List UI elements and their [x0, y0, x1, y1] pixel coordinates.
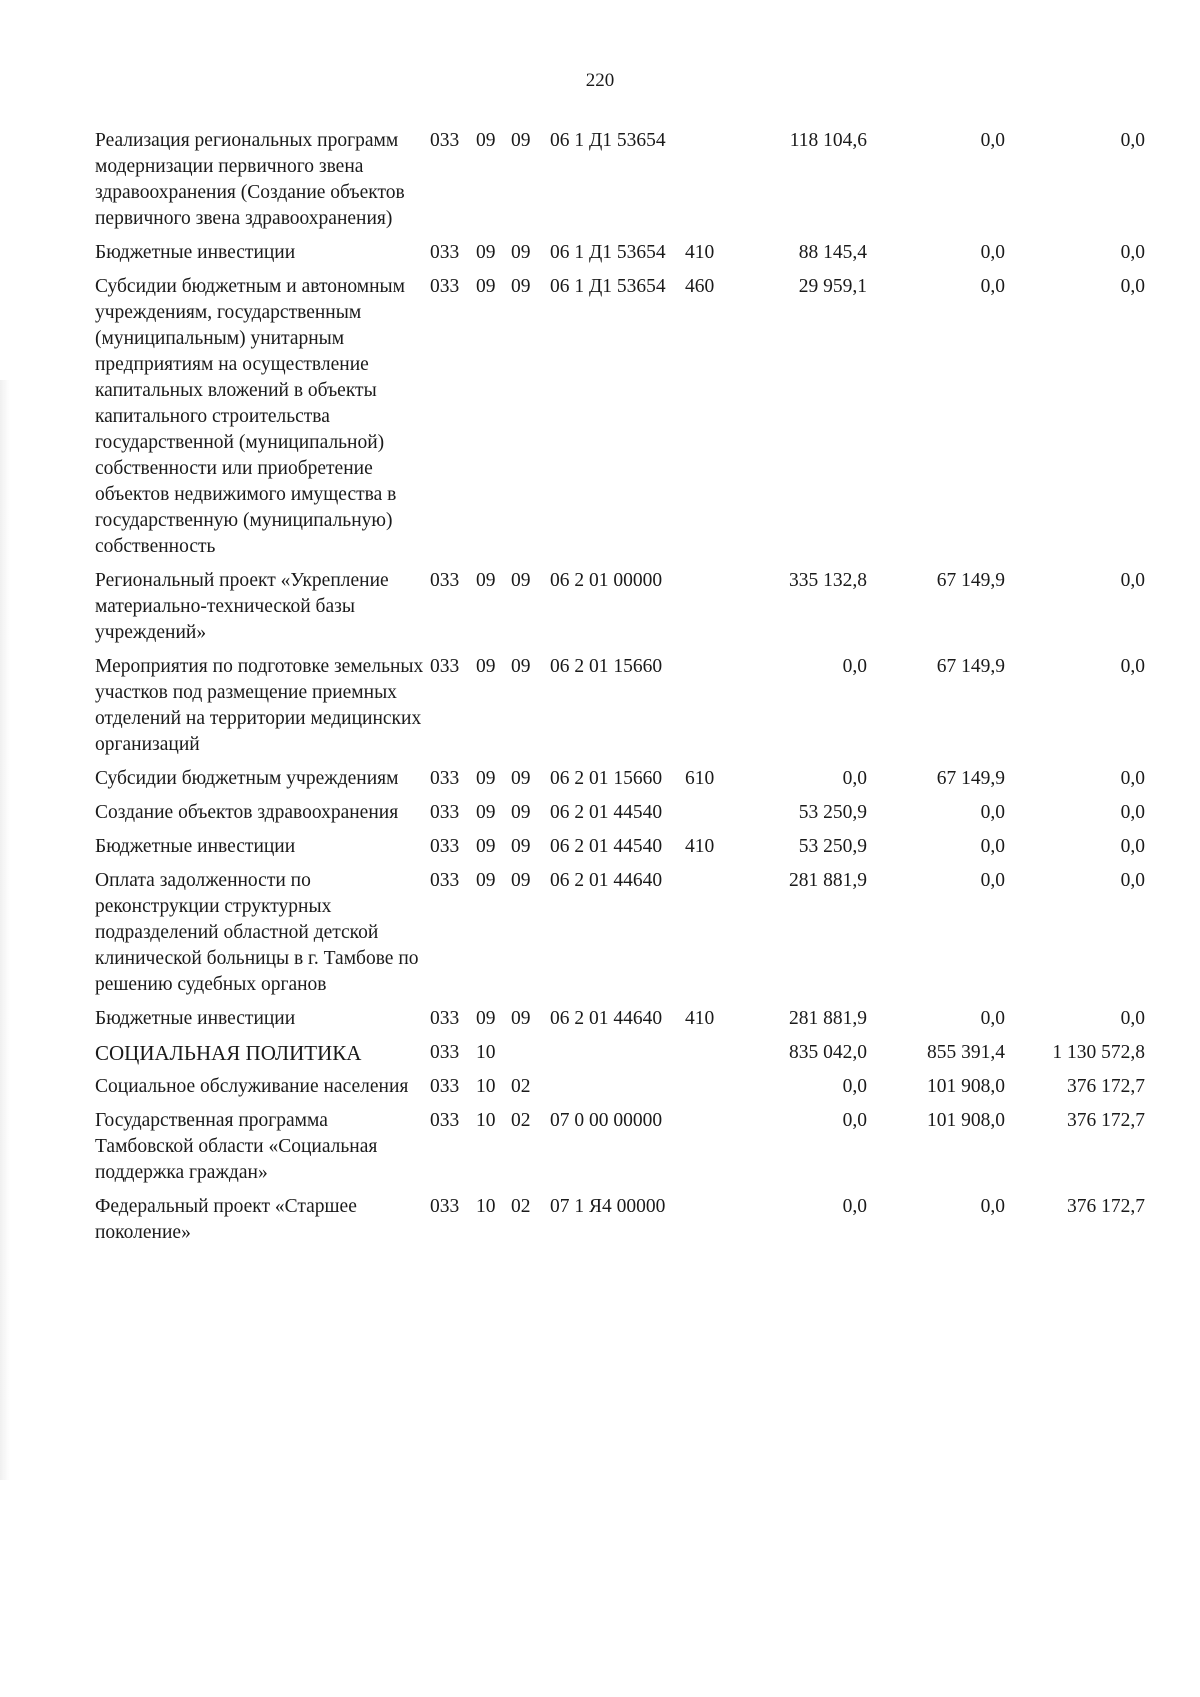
- row-amount-year1: 0,0: [842, 768, 867, 789]
- table-row: [95, 128, 1145, 240]
- row-section-code: 09: [476, 768, 496, 789]
- table-row: [95, 800, 1145, 834]
- row-subsection-code: [511, 1040, 550, 1074]
- table-row: [95, 766, 1145, 800]
- row-ved-code: 033: [430, 1008, 460, 1029]
- row-amount-year3: 0,0: [1120, 242, 1145, 263]
- row-amount-year2: 0,0: [980, 242, 1005, 263]
- row-ved-code: 033: [430, 1076, 460, 1097]
- row-expense-type-code: [685, 1040, 727, 1074]
- row-name: Бюджетные инвестиции: [95, 836, 296, 857]
- row-ved-code: 033: [430, 802, 460, 823]
- row-subsection-code: 09: [511, 836, 531, 857]
- row-amount-year2: 0,0: [980, 1196, 1005, 1217]
- row-name: Бюджетные инвестиции: [95, 1008, 296, 1029]
- table-row: [95, 654, 1145, 766]
- row-amount-year2: 67 149,9: [936, 570, 1005, 591]
- row-amount-year1: 88 145,4: [798, 242, 867, 263]
- row-amount-year1: 0,0: [842, 1196, 867, 1217]
- row-name: Создание объектов здравоохранения: [95, 802, 399, 823]
- row-amount-year2: 0,0: [980, 1008, 1005, 1029]
- row-section-code: 09: [476, 570, 496, 591]
- table-row: [95, 1074, 1145, 1108]
- row-subsection-code: 09: [511, 276, 531, 297]
- row-target-article-code: 06 2 01 15660: [550, 768, 663, 789]
- row-subsection-code: 09: [511, 1008, 531, 1029]
- row-amount-year3: 0,0: [1120, 870, 1145, 891]
- row-ved-code: 033: [430, 656, 460, 677]
- row-section-code: 10: [476, 1076, 496, 1097]
- row-amount-year3: 376 172,7: [1067, 1076, 1145, 1097]
- row-amount-year1: 0,0: [842, 1076, 867, 1097]
- row-subsection-code: 09: [511, 802, 531, 823]
- row-amount-year2: 101 908,0: [927, 1076, 1005, 1097]
- row-amount-year3: 0,0: [1120, 802, 1145, 823]
- row-amount-year1: 53 250,9: [798, 836, 867, 857]
- row-target-article-code: 06 2 01 00000: [550, 570, 663, 591]
- row-amount-year3: 1 130 572,8: [1052, 1042, 1145, 1063]
- row-expense-type-code: 410: [685, 242, 715, 263]
- row-amount-year3: 0,0: [1120, 276, 1145, 297]
- row-target-article-code: 06 1 Д1 53654: [550, 130, 666, 151]
- scan-margin-shadow: [0, 380, 10, 1480]
- row-target-article-code: 07 1 Я4 00000: [550, 1196, 666, 1217]
- row-expense-type-code: [685, 1074, 727, 1108]
- row-amount-year1: 281 881,9: [789, 1008, 867, 1029]
- row-section-code: 09: [476, 1008, 496, 1029]
- row-amount-year1: 118 104,6: [789, 130, 867, 151]
- table-row: [95, 1006, 1145, 1040]
- table-row: [95, 1108, 1145, 1194]
- row-expense-type-code: [685, 800, 727, 834]
- row-amount-year1: 0,0: [842, 1110, 867, 1131]
- row-name: Государственная программа Тамбовской области «Социальная поддержка граждан»: [95, 1110, 378, 1183]
- row-ved-code: 033: [430, 768, 460, 789]
- row-target-article-code: [550, 1074, 685, 1108]
- row-target-article-code: 06 2 01 15660: [550, 656, 663, 677]
- row-ved-code: 033: [430, 1110, 460, 1131]
- row-section-code: 09: [476, 802, 496, 823]
- row-subsection-code: 09: [511, 130, 531, 151]
- row-subsection-code: 02: [511, 1196, 531, 1217]
- row-ved-code: 033: [430, 870, 460, 891]
- row-name: Региональный проект «Укрепление материально-технической базы учреждений»: [95, 570, 389, 643]
- row-amount-year3: 376 172,7: [1067, 1196, 1145, 1217]
- row-amount-year1: 0,0: [842, 656, 867, 677]
- row-section-code: 10: [476, 1110, 496, 1131]
- row-amount-year1: 29 959,1: [798, 276, 867, 297]
- row-section-code: 09: [476, 656, 496, 677]
- row-amount-year3: 0,0: [1120, 570, 1145, 591]
- row-expense-type-code: [685, 868, 727, 1006]
- row-name: Бюджетные инвестиции: [95, 242, 296, 263]
- row-amount-year3: 0,0: [1120, 656, 1145, 677]
- row-ved-code: 033: [430, 570, 460, 591]
- row-ved-code: 033: [430, 836, 460, 857]
- row-target-article-code: 06 2 01 44540: [550, 802, 663, 823]
- row-subsection-code: 09: [511, 656, 531, 677]
- row-ved-code: 033: [430, 242, 460, 263]
- row-expense-type-code: 410: [685, 1008, 715, 1029]
- table-body: [95, 128, 1145, 1254]
- row-ved-code: 033: [430, 1196, 460, 1217]
- row-section-code: 09: [476, 242, 496, 263]
- row-section-code: 10: [476, 1042, 496, 1063]
- row-amount-year3: 0,0: [1120, 1008, 1145, 1029]
- row-target-article-code: [550, 1040, 685, 1074]
- row-amount-year2: 67 149,9: [936, 656, 1005, 677]
- row-ved-code: 033: [430, 1042, 460, 1063]
- row-name: Субсидии бюджетным учреждениям: [95, 768, 399, 789]
- row-subsection-code: 02: [511, 1110, 531, 1131]
- row-amount-year2: 67 149,9: [936, 768, 1005, 789]
- row-amount-year3: 0,0: [1120, 836, 1145, 857]
- table-row: [95, 240, 1145, 274]
- row-amount-year2: 855 391,4: [927, 1042, 1005, 1063]
- row-amount-year3: 0,0: [1120, 768, 1145, 789]
- budget-table: [95, 128, 1145, 1254]
- row-name: Федеральный проект «Старшее поколение»: [95, 1196, 357, 1243]
- row-expense-type-code: [685, 654, 727, 766]
- row-subsection-code: 02: [511, 1076, 531, 1097]
- row-subsection-code: 09: [511, 242, 531, 263]
- row-expense-type-code: 610: [685, 768, 715, 789]
- row-amount-year1: 281 881,9: [789, 870, 867, 891]
- row-subsection-code: 09: [511, 570, 531, 591]
- row-subsection-code: 09: [511, 768, 531, 789]
- row-name: Реализация региональных программ модернизации первичного звена здравоохранения (Создание объектов первичного звена здравоохранения): [95, 130, 405, 229]
- table-row: [95, 1040, 1145, 1074]
- row-amount-year2: 0,0: [980, 870, 1005, 891]
- row-amount-year1: 53 250,9: [798, 802, 867, 823]
- row-name: Оплата задолженности по реконструкции структурных подразделений областной детской клинической больницы в г. Тамбове по решению судебных органов: [95, 870, 419, 995]
- row-amount-year2: 0,0: [980, 836, 1005, 857]
- row-name: Социальное обслуживание населения: [95, 1076, 409, 1097]
- row-name: СОЦИАЛЬНАЯ ПОЛИТИКА: [95, 1041, 362, 1065]
- page-number: 220: [585, 70, 615, 91]
- table-row: [95, 834, 1145, 868]
- row-ved-code: 033: [430, 276, 460, 297]
- row-name: Субсидии бюджетным и автономным учреждениям, государственным (муниципальным) унитарным предприятиям на осуществление капитальных вложений в объекты капитального строительства государственной (муниципальной) собственности или приобретение объектов недвижимого имущества в государственную (муниципальную) собственность: [95, 276, 405, 557]
- table-row: [95, 1194, 1145, 1254]
- row-section-code: 09: [476, 130, 496, 151]
- row-target-article-code: 06 2 01 44640: [550, 870, 663, 891]
- row-section-code: 09: [476, 870, 496, 891]
- row-amount-year2: 0,0: [980, 802, 1005, 823]
- table-row: [95, 868, 1145, 1006]
- row-expense-type-code: [685, 568, 727, 654]
- row-subsection-code: 09: [511, 870, 531, 891]
- row-expense-type-code: [685, 128, 727, 240]
- row-section-code: 10: [476, 1196, 496, 1217]
- row-expense-type-code: [685, 1108, 727, 1194]
- table-row: [95, 274, 1145, 568]
- row-expense-type-code: 460: [685, 276, 715, 297]
- row-amount-year1: 335 132,8: [789, 570, 867, 591]
- row-amount-year3: 0,0: [1120, 130, 1145, 151]
- row-amount-year2: 101 908,0: [927, 1110, 1005, 1131]
- row-amount-year3: 376 172,7: [1067, 1110, 1145, 1131]
- row-target-article-code: 06 2 01 44540: [550, 836, 663, 857]
- row-expense-type-code: 410: [685, 836, 715, 857]
- row-ved-code: 033: [430, 130, 460, 151]
- row-name: Мероприятия по подготовке земельных участков под размещение приемных отделений на территории медицинских организаций: [95, 656, 424, 755]
- row-amount-year2: 0,0: [980, 276, 1005, 297]
- table-row: [95, 568, 1145, 654]
- row-expense-type-code: [685, 1194, 727, 1254]
- row-section-code: 09: [476, 836, 496, 857]
- row-amount-year2: 0,0: [980, 130, 1005, 151]
- row-target-article-code: 06 2 01 44640: [550, 1008, 663, 1029]
- row-section-code: 09: [476, 276, 496, 297]
- row-target-article-code: 07 0 00 00000: [550, 1110, 663, 1131]
- row-amount-year1: 835 042,0: [789, 1042, 867, 1063]
- row-target-article-code: 06 1 Д1 53654: [550, 242, 666, 263]
- row-target-article-code: 06 1 Д1 53654: [550, 276, 666, 297]
